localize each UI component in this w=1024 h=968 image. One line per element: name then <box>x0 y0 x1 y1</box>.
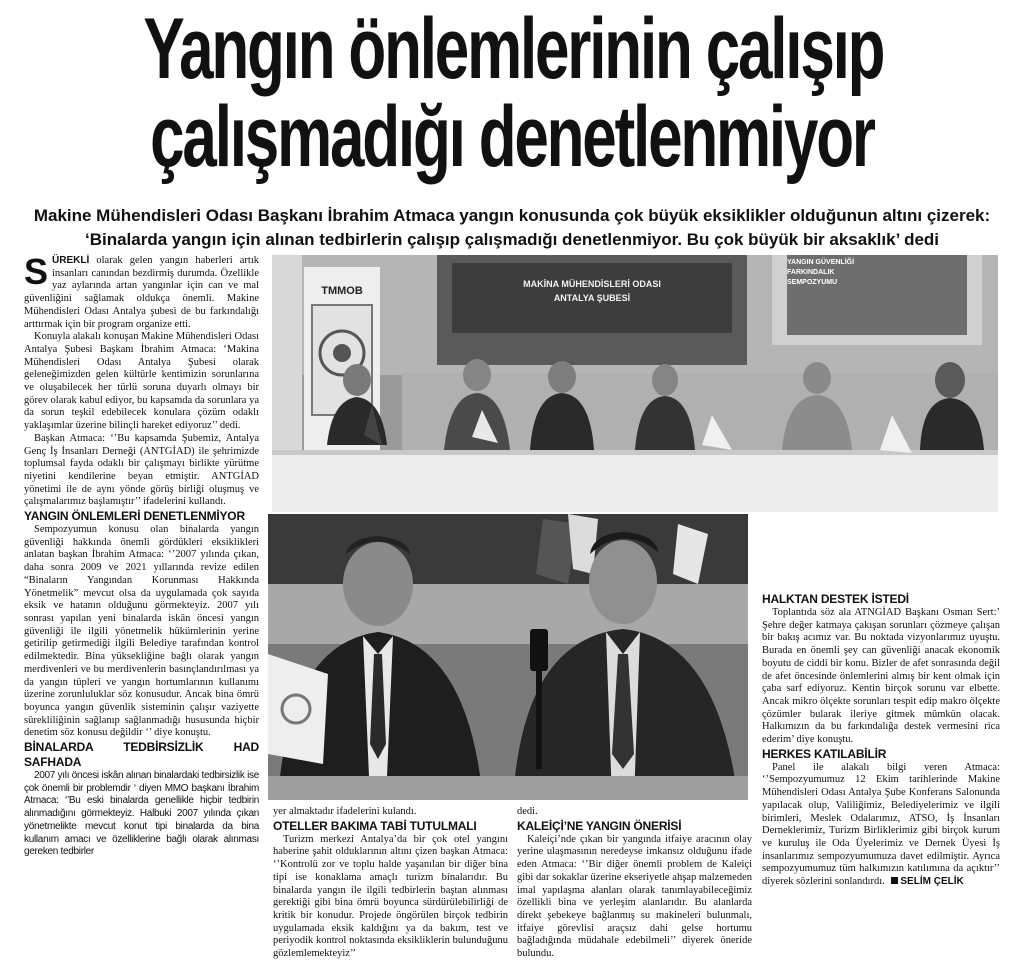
paragraph: Kaleiçi’nde çıkan bir yangında itfaiye aracının olay yerine ulaşmasının neredeyse imkansız olduğunu ifade eden Atmaca: ‘’Bir diğer önemli problem de Kaleiçi gibi dar sokaklar üzerine ekseriyetle ahşap malzemeden imal yapılaşma alanları olarak tanımlayabileceğimiz özellikli bina ve yerleşim alanlarıdır. Bu alanlarda direkt şebekeye bağlanmış su makineleri bulunmalı, itfaiye görevlisi araçsız dahi gelse hortumu bağladığında müdahale edebilmeli’’ diyerek öneride bulundu. <box>517 833 752 960</box>
subheading: OTELLER BAKIMA TABİ TUTULMALI <box>273 818 477 833</box>
paragraph: Turizm merkezi Antalya’da bir çok otel yangını haberine şahit olduklarının altını çizen başkan Atmaca: ‘’Kontrolü zor ve toplu halde yaşanılan bir diğer bina tipi ise konaklama amaçlı turizm binalarıdır. Bu binalarda yangın ile ilgili tedbirlerin baştan alınması gerektiği gibi bina ömrü boyunca sürdürülebilirliği de kritik bir konudur. Projede öngörülen birçok tedbirin uygulamada eksik kaldığını ya da bakım, test ve periyodik kontrol noktasında eksikliklerin bulunduğunu gözlemlemekteyiz’’ <box>273 833 508 960</box>
speakers-photo-image <box>268 514 748 800</box>
article-column-3 <box>517 806 752 968</box>
headline-line-1: Yangın önlemlerinin çalışıp <box>143 1 884 97</box>
article-deck: Makine Mühendisleri Odası Başkanı İbrahim Atmaca yangın konusunda çok büyük eksiklikler olduğunun altını çizerek: ‘Binalarda yangın için alınan tedbirlerin çalışıp çalışmadığı denetlenmiyor. Bu çok büyük bir aksaklık’ dedi <box>33 206 991 249</box>
byline-square-icon <box>891 877 898 884</box>
paragraph <box>762 762 1000 889</box>
article-column-1 <box>24 251 260 968</box>
lead-word: ÜREKLİ <box>52 255 90 266</box>
subheading: KALEİÇİ’NE YANGIN ÖNERİSİ <box>517 818 682 833</box>
byline: SELİM ÇELİK <box>900 876 964 888</box>
speakers-photo-closeup <box>268 514 748 800</box>
drop-cap: S <box>24 251 49 292</box>
screen-line-1: YANGIN GÜVENLİĞİ <box>787 259 855 266</box>
subheading: YANGIN ÖNLEMLERİ DENETLENMİYOR <box>24 509 245 524</box>
paragraph: dedi. <box>517 806 538 817</box>
banner-line-2: ANTALYA ŞUBESİ <box>553 293 631 303</box>
tmmob-logo-text: TMMOB <box>321 285 363 297</box>
article-column-4 <box>762 592 1000 968</box>
paragraph-text: olarak gelen yangın haberleri artık insanları canından bezdirmiş durumda. Özellikle yaz aylarında artan yangınlar için can ve mal güvenliğini sağlamak oldukça önemli. Makine Mühendisleri Odası Antalya şubesi de bu farkındalığı arttırmak için bir program organize etti. <box>24 255 260 330</box>
panel-photo-wide <box>272 255 998 512</box>
article-column-2 <box>273 806 508 968</box>
headline-line-2: çalışmadığı denetlenmiyor <box>150 89 874 185</box>
paragraph: Sempozyumun konusu olan binalarda yangın güvenliği hakkında önemli gördükleri eksiklikleri anlatan başkan İbrahim Atmaca: ‘’2007 yılında çıkan, daha sonra 2009 ve 2021 yıllarında revize edilen “Binaların Yangından Korunması Hakkında Yönetmelik” mevcut olsa da uygulamada çok sayıda eksik ve hatanın olduğunu görmekteyiz. 2007 yılı sonrası yapılan yeni binalarda iskân öncesi yangın güvenliği ile ilgili yönetmelik hükümlerinin yerine getirilip getirmediği ilgili Belediye tarafından kontrol edilmektedir. Bina yüksekliğine bağlı olarak yangın merdivenleri ve bu merdivenlerin basınçlandırılması ya da yangın tüpleri ve yangın hortumlarının kullanımı üzerine zorunluluklar söz konusudur. Ancak bina ömrü boyunca yangın güvenlik sisteminin çalışır vaziyette sürekliliğinin sağlanıp sağlanmadığı hususunda hiçbir denetim söz konusu değildir ‘’ diye konuştu. <box>24 524 259 739</box>
column-1-opening-paragraph <box>24 251 260 331</box>
paragraph: Konuyla alakalı konuşan Makine Mühendisleri Odası Antalya Şubesi Başkanı İbrahim Atmaca: ‘Makina Mühendisleri Odası Antalya Şubesi olarak geleneğimizden gelen kültürle kentimizin sorunlarına ve oluşabilecek her türlü soruna duyarlı olmayı bir görev olarak kabul ediyor, bu kapsamda da sorunlara ya da sorun teşkil edebilecek konulara çözüm odaklı yaklaşımlar üzerine bilinçli hareket ediyoruz’’ dedi. <box>24 331 259 432</box>
banner-line-1: MAKİNA MÜHENDİSLERİ ODASI <box>523 279 661 289</box>
paragraph: yer almaktadır ifadelerini kulandı. <box>273 806 417 817</box>
paragraph: Toplantıda söz ala ATNGİAD Başkanı Osman Sert:’ Şehre değer katmaya çakışan sorunları çözmeye çalışan bir bakış acımız var. Bu noktada vizyonlarımız uyuştu. Burada en önemli şey can güvenliği anacak ekonomik boyutu de ciddi bir konu. Bizler de afet sonrasında değil de afet öncesinde önlemlerini almış bir kent olmak için çaba sarf ediyoruz. Kentin birçok sorunu var elbette. Ancak mikro ölçekte sorunları tespit edip makro ölçekte çözümler bularak ileriye gitmek mümkün olacak. Halkımızın da bu farkındalığa destek vermesini rica ederim’ diye konuştu. <box>762 607 1000 746</box>
paragraph: 2007 yılı öncesi iskân alınan binalardaki tedbirsizlik ise çok önemli bir problemdir ‘ diyen MMO başkanı İbrahim Atmaca: ‘’Bu eski binalarda genellikle hiçbir tedbirin alınmadığını görmekteyiz. Halbuki 2007 yılında çıkan yönetmelikte mevcut konut tipi binalarda da bina kullanım amacı ve özelliklerine bağlı olarak alınması gereken tedbirler <box>24 770 259 858</box>
subheading: HERKES KATILABİLİR <box>762 746 887 761</box>
screen-line-3: SEMPOZYUMU <box>787 279 838 286</box>
paragraph: Başkan Atmaca: ‘’Bu kapsamda Şubemiz, Antalya Genç İş İnsanları Derneği (ANTGİAD) ile şehrimizde toplumsal fayda odaklı bir çalışmayı birlikte yürütme niyetini kendilerine beyan etmiştir. ANTGİAD yönetimi ile de aynı yönde görüş birliği oluşmuş ve çalışmalarımız başlamıştır’’ ifadelerini kullandı. <box>24 432 259 508</box>
screen-line-2: FARKINDALIK <box>787 269 835 276</box>
paragraph-text: Panel ile alakalı bilgi veren Atmaca: ‘’Sempozyumumuz 12 Ekim tarihlerinde Makine Mühendisleri Odası Antalya Şube Konferans Salonunda yapılacak olup, Valiliğimiz, Belediyelerimiz ve ilgili birimleri, Meslek Odalarımız, ATSO, İş İnsanları Derneklerimiz, Turizm Birliklerimiz gibi birçok kurum ve kuruluş ile Oda Üyelerimiz ve Dernek Üyesi İş insanlarımız sempozyumumuza davet edilmiştir. Ayrıca sempozyumumuz tüm halkımızın katılımına da açıktır’’ diyerek sözlerini sonlandırdı. <box>762 761 1000 888</box>
subheading: BİNALARDA TEDBİRSİZLİK HAD SAFHADA <box>24 740 259 770</box>
subheading: HALKTAN DESTEK İSTEDİ <box>762 592 909 606</box>
